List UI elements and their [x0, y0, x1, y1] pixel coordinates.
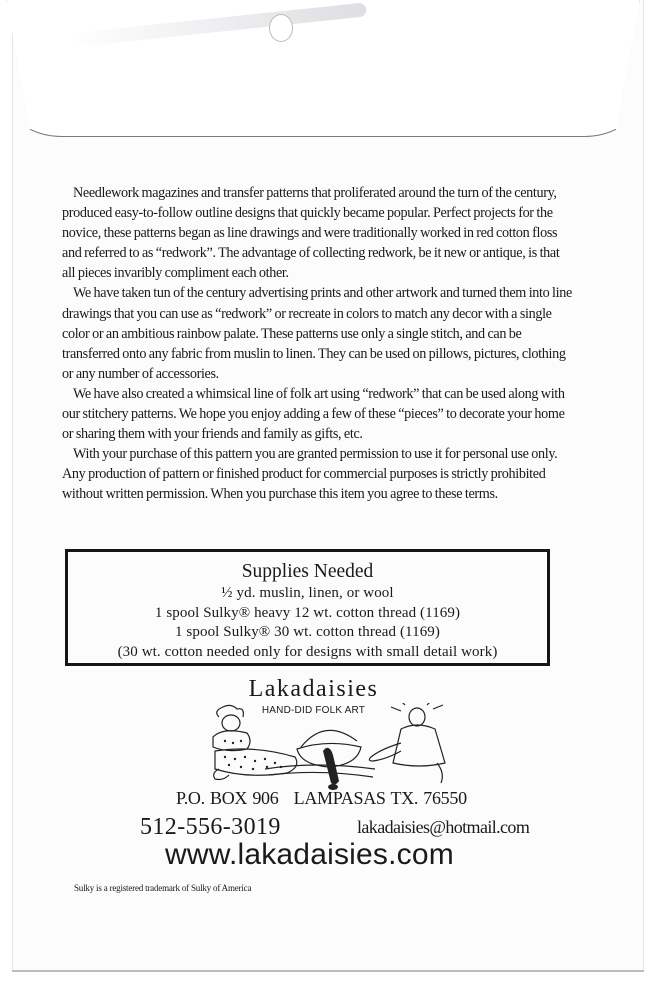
mailing-address — [176, 788, 496, 809]
website-url: www.lakadaisies.com — [165, 838, 454, 871]
paragraph-folk-art: We have also created a whimsical line of folk art using “redwork” that can be used along with our stitchery patterns. We hope you enjoy adding a few of these “pieces” to decorate your home or sharing them with your friends and family as gifts, etc. — [62, 385, 565, 443]
envelope-flap — [6, 0, 640, 137]
paragraph-terms: With your purchase of this pattern you are granted permission to use it for personal use only. Any production of pattern or finished product for commercial purposes is strictly prohibited without written permission. When you purchase this item you agree to these terms. — [62, 446, 558, 503]
flap-shadow — [67, 2, 367, 47]
supply-item: 1 spool Sulky® 30 wt. cotton thread (1169) — [174, 624, 440, 640]
supplies-title: Supplies Needed — [241, 561, 374, 582]
supplies-box — [65, 549, 550, 666]
trademark-notice: Sulky is a registered trademark of Sulky of America — [74, 883, 252, 893]
city-state-zip: LAMPASAS TX. 76550 — [293, 788, 467, 808]
flap-notch — [269, 14, 293, 42]
email-address: lakadaisies@hotmail.com — [357, 817, 530, 837]
folk-art-illustration — [205, 703, 455, 791]
paragraph-line-drawings: We have taken tun of the century advertising prints and other artwork and turned them into line drawings that you can use as “redwork” or recreate in colors to match any decor with a single color or an ambitious rainbow palate. These patterns use only a single stitch, and can be transferred onto any fabric from muslin to linen. They can be used on pillows, pictures, clothing or any number of accessories. — [62, 285, 572, 382]
po-box: P.O. BOX 906 — [176, 788, 279, 808]
brand-name: Lakadaisies — [248, 676, 379, 702]
supply-item: ½ yd. muslin, linen, or wool — [221, 585, 394, 601]
supply-item: 1 spool Sulky® heavy 12 wt. cotton thread (1169) — [154, 604, 461, 621]
phone-number: 512-556-3019 — [140, 814, 281, 840]
intro-text — [62, 183, 572, 505]
paragraph-history: Needlework magazines and transfer patterns that proliferated around the turn of the century, produced easy-to-follow outline designs that quickly became popular. Perfect projects for the novice, these patterns began as line drawings and were traditionally worked in red cotton floss and referred to as “redwork”. The advantage of collecting redwork, be it new or antique, is that all pieces invaribly compliment each other. — [62, 185, 560, 282]
supply-item: (30 wt. cotton needed only for designs with small detail work) — [117, 643, 498, 660]
brand-tagline: HAND-DID FOLK ART — [261, 705, 366, 716]
